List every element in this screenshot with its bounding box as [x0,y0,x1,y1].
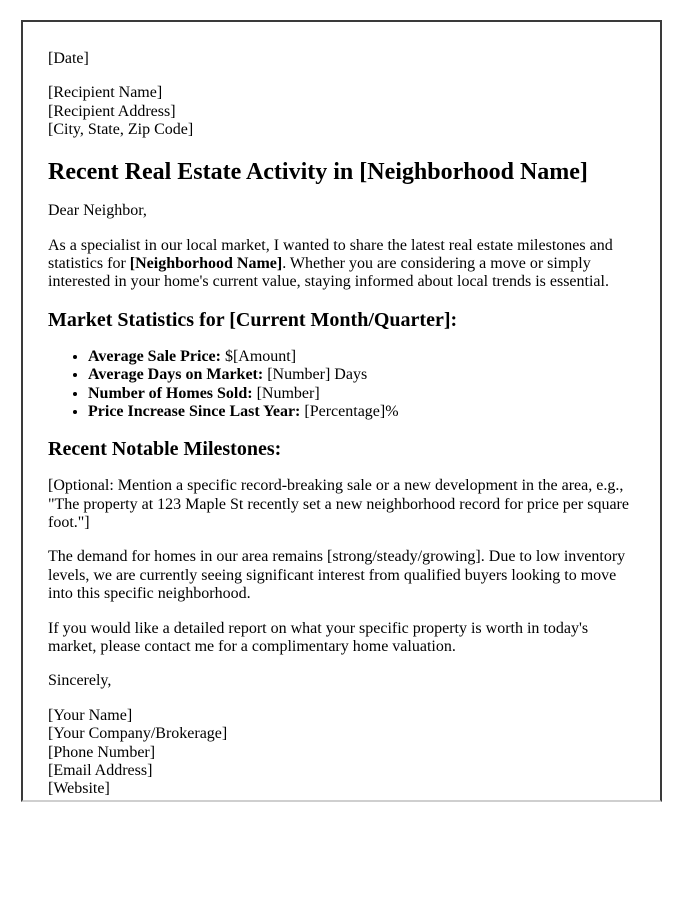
stat-label: Average Sale Price: [88,347,221,365]
salutation: Dear Neighbor, [48,202,147,220]
stat-value: [Percentage]% [300,402,399,420]
signature-block [48,707,635,799]
recipient-address-line: [Recipient Address] [48,102,176,120]
neighborhood-name-placeholder: [Neighborhood Name] [129,254,283,272]
stat-label: Number of Homes Sold: [88,384,253,402]
stat-value: $[Amount] [220,347,297,365]
signature-website-line: [Website] [48,780,110,798]
intro-text-after: . Whether you are considering a move or simply interested in your home's current value, staying informed about local trends is essential. [48,254,609,291]
stat-item-homes-sold [88,385,635,403]
intro-text-before: As a specialist in our local market, I wanted to share the latest real estate milestones and statistics for [48,236,613,272]
signature-name-line: [Your Name] [48,706,133,724]
stat-value: [Number] [252,384,320,402]
closing: Sincerely, [48,672,112,690]
recipient-name-line: [Recipient Name] [48,84,163,102]
recipient-city-line: [City, State, Zip Code] [48,121,194,139]
stat-item-average-sale-price [88,348,635,366]
signature-email-line: [Email Address] [48,761,153,779]
date-line [48,50,635,68]
signature-phone-line: [Phone Number] [48,743,156,761]
stat-item-price-increase [88,403,635,421]
demand-paragraph: The demand for homes in our area remains [strong/steady/growing]. Due to low inventory levels, we are currently seeing significant interest from qualified buyers looking to move into this specific neighborhood. [48,548,626,603]
stat-label: Average Days on Market: [88,366,264,384]
intro-paragraph [48,237,635,292]
stat-value: [Number] Days [263,366,368,384]
signature-company-line: [Your Company/Brokerage] [48,725,228,743]
milestones-heading: Recent Notable Milestones: [48,438,282,461]
market-stats-list [48,348,635,422]
stat-label: Price Increase Since Last Year: [88,402,301,420]
market-stats-heading: Market Statistics for [Current Month/Quarter]: [48,308,458,331]
recipient-block [48,84,635,139]
date-placeholder: [Date] [48,50,89,67]
letter-document [21,20,662,802]
stat-item-average-days-on-market [88,366,635,384]
cta-paragraph: If you would like a detailed report on what your specific property is worth in today's market, please contact me for a complimentary home valuation. [48,619,589,656]
letter-title: Recent Real Estate Activity in [Neighborhood Name] [48,158,588,185]
optional-note-paragraph: [Optional: Mention a specific record-breaking sale or a new development in the area, e.g., "The property at 123 Maple St recently set a new neighborhood record for price per square foot."] [48,477,629,532]
